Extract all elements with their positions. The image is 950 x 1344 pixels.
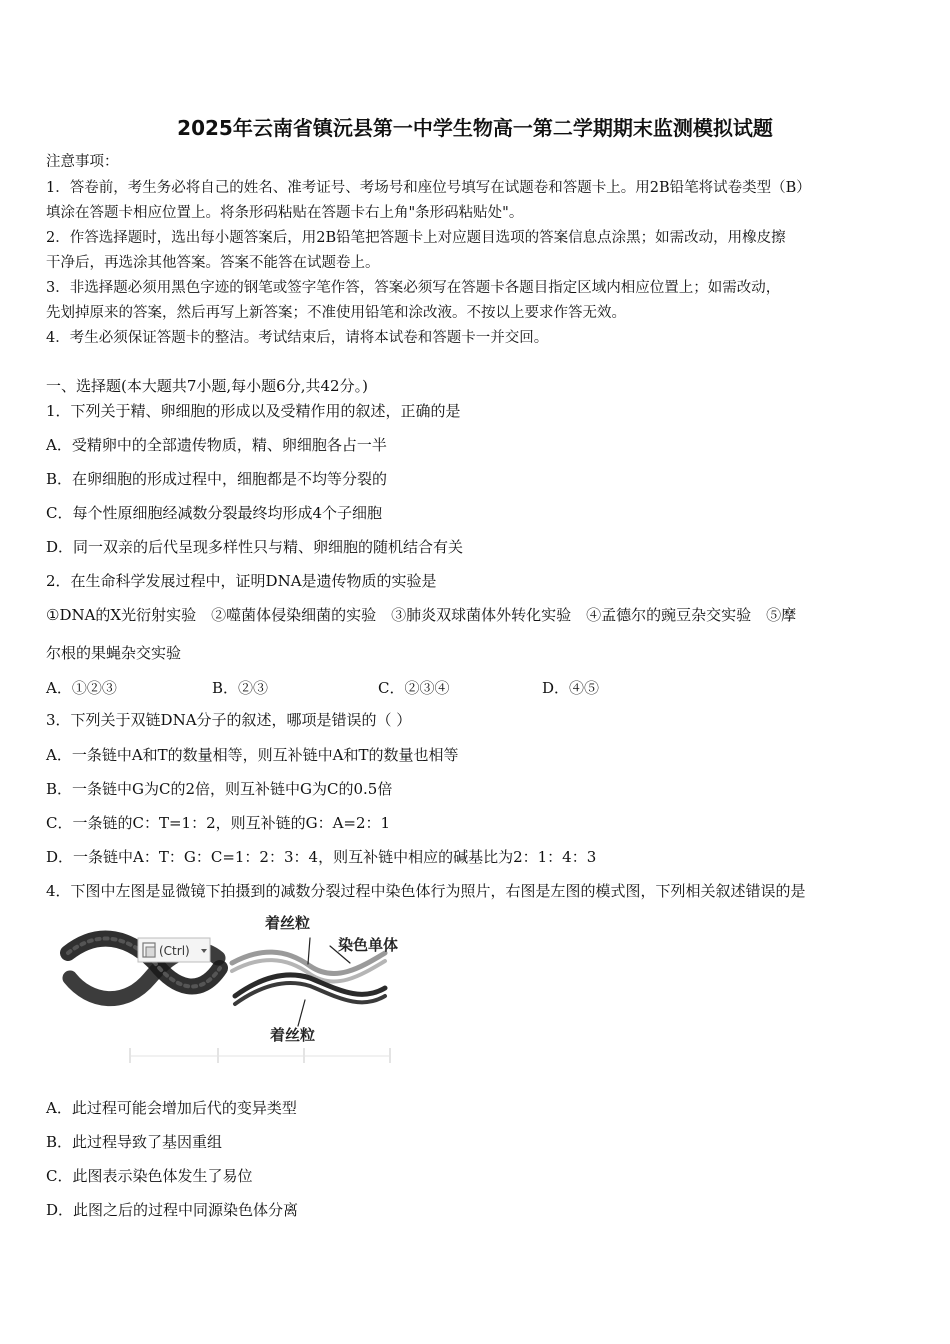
notice-line: 干净后，再选涂其他答案。答案不能答在试题卷上。	[46, 255, 380, 271]
label-centromere-top: 着丝粒	[265, 914, 311, 932]
notice-line: 1．答卷前，考生务必将自己的姓名、准考证号、考场号和座位号填写在试题卷和答题卡上。用2B铅笔将试卷类型（B）	[46, 180, 811, 196]
question-4-option-c: C．此图表示染色体发生了易位	[46, 1167, 253, 1185]
question-2-choice-b: B．②③	[212, 679, 269, 697]
question-1-option-d: D．同一双亲的后代呈现多样性只与精、卵细胞的随机结合有关	[46, 538, 464, 556]
question-2-choice-a: A．①②③	[46, 679, 117, 697]
notice-line: 2．作答选择题时，选出每小题答案后，用2B铅笔把答题卡上对应题目选项的答案信息点涂黑；如需改动，用橡皮擦	[46, 230, 786, 246]
notice-line: 4．考生必须保证答题卡的整洁。考试结束后，请将本试卷和答题卡一并交回。	[46, 330, 549, 346]
notice-heading: 注意事项：	[46, 154, 119, 170]
question-3-option-d: D．一条链中A：T：G：C=1：2：3：4，则互补链中相应的碱基比为2：1：4：3	[46, 848, 597, 866]
question-1-option-c: C．每个性原细胞经减数分裂最终均形成4个子细胞	[46, 504, 383, 522]
question-2-list: ①DNA的X光衍射实验 ②噬菌体侵染细菌的实验 ③肺炎双球菌体外转化实验 ④孟德尔的豌豆杂交实验 ⑤摩	[46, 606, 797, 624]
question-3-option-c: C．一条链的C：T=1：2，则互补链的G：A=2：1	[46, 814, 391, 832]
table-remnant	[130, 1048, 390, 1063]
question-2-stem: 2．在生命科学发展过程中，证明DNA是遗传物质的实验是	[46, 572, 437, 590]
section-heading: 一、选择题(本大题共7小题,每小题6分,共42分。)	[46, 377, 368, 395]
ctrl-paste-tag	[138, 938, 210, 962]
question-4-option-a: A．此过程可能会增加后代的变异类型	[46, 1099, 297, 1117]
chromosome-figure	[60, 908, 400, 1068]
page-title: 2025年云南省镇沅县第一中学生物高一第二学期期末监测模拟试题	[177, 116, 773, 140]
question-3-option-a: A．一条链中A和T的数量相等，则互补链中A和T的数量也相等	[46, 746, 459, 764]
notice-line: 先划掉原来的答案，然后再写上新答案；不准使用铅笔和涂改液。不按以上要求作答无效。	[46, 305, 626, 321]
question-3-stem: 3．下列关于双链DNA分子的叙述，哪项是错误的（ ）	[46, 711, 412, 729]
label-centromere-bottom: 着丝粒	[270, 1026, 316, 1044]
question-4-stem: 4．下图中左图是显微镜下拍摄到的减数分裂过程中染色体行为照片，右图是左图的模式图，下列相关叙述错误的是	[46, 882, 806, 900]
question-4-option-d: D．此图之后的过程中同源染色体分离	[46, 1201, 299, 1219]
label-chromatid: 染色单体	[338, 936, 399, 954]
question-1-option-b: B．在卵细胞的形成过程中，细胞都是不均等分裂的	[46, 470, 388, 488]
ctrl-tag-label: (Ctrl)	[159, 944, 190, 958]
question-1-stem: 1．下列关于精、卵细胞的形成以及受精作用的叙述，正确的是	[46, 402, 461, 420]
question-3-option-b: B．一条链中G为C的2倍，则互补链中G为C的0.5倍	[46, 780, 393, 798]
question-1-option-a: A．受精卵中的全部遗传物质，精、卵细胞各占一半	[46, 436, 387, 454]
question-2-choice-d: D．④⑤	[542, 679, 600, 697]
notice-line: 填涂在答题卡相应位置上。将条形码粘贴在答题卡右上角"条形码粘贴处"。	[46, 205, 524, 221]
question-4-option-b: B．此过程导致了基因重组	[46, 1133, 223, 1151]
notice-line: 3．非选择题必须用黑色字迹的钢笔或签字笔作答，答案必须写在答题卡各题目指定区域内相应位置上；如需改动，	[46, 280, 781, 296]
question-2-choice-c: C．②③④	[378, 679, 450, 697]
question-2-list-cont: 尔根的果蝇杂交实验	[46, 644, 182, 662]
